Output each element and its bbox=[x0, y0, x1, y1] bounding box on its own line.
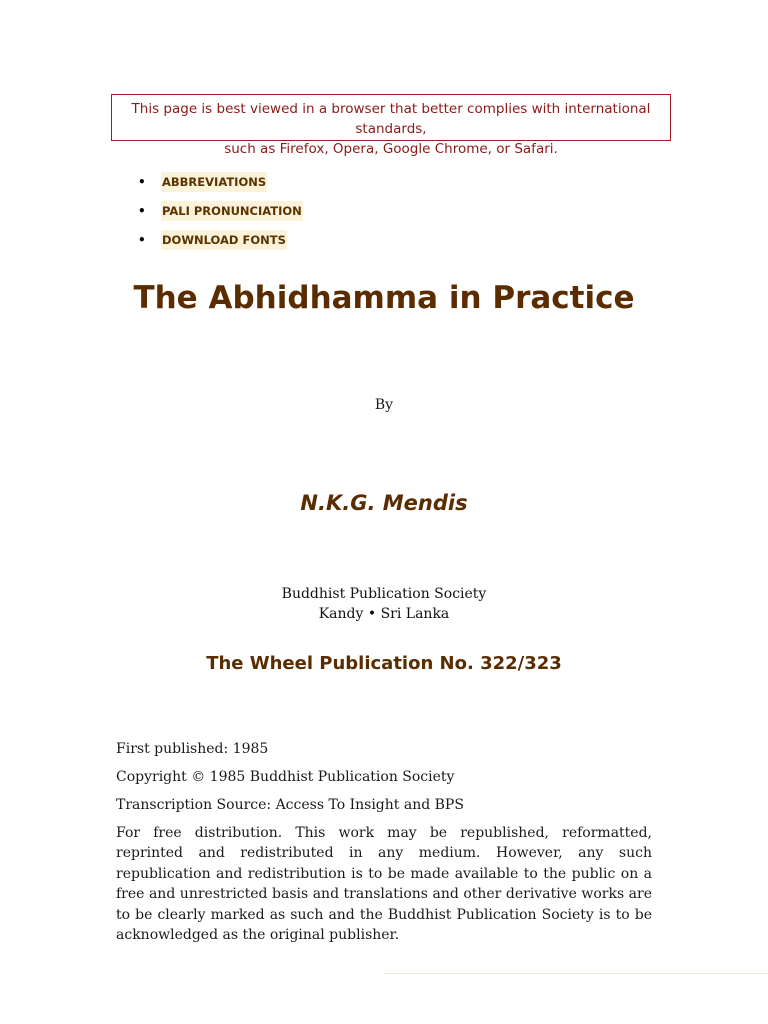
footer-divider bbox=[384, 973, 768, 974]
publisher-location: Kandy • Sri Lanka bbox=[318, 606, 450, 622]
pali-pronunciation-link[interactable]: PALI PRONUNCIATION bbox=[161, 201, 303, 221]
publisher-name: Buddhist Publication Society bbox=[281, 586, 487, 602]
series-title: The Wheel Publication No. 322/323 bbox=[206, 653, 562, 674]
transcription-source: Transcription Source: Access To Insight and BPS bbox=[116, 797, 464, 813]
browser-notice-line-2: such as Firefox, Opera, Google Chrome, or Safari. bbox=[224, 141, 558, 157]
abbreviations-link[interactable]: ABBREVIATIONS bbox=[161, 172, 267, 192]
publication-info bbox=[116, 739, 652, 953]
download-fonts-link[interactable]: DOWNLOAD FONTS bbox=[161, 230, 287, 250]
publisher-block bbox=[0, 584, 768, 624]
author-name: N.K.G. Mendis bbox=[300, 491, 468, 515]
browser-notice bbox=[111, 94, 671, 157]
bullet-icon: • bbox=[138, 233, 146, 247]
page-title: The Abhidhamma in Practice bbox=[133, 280, 635, 316]
copyright-notice: Copyright © 1985 Buddhist Publication Society bbox=[116, 769, 455, 785]
bullet-icon: • bbox=[138, 175, 146, 189]
browser-notice-line-1: This page is best viewed in a browser that better complies with international standards, bbox=[131, 101, 651, 137]
license-text: For free distribution. This work may be republished, reformatted, reprinted and redistributed in any medium. However, any such republication and redistribution is to be made available to the public on a free and unrestricted basis and translations and other derivative works are to be clearly marked as such and the Buddhist Publication Society is to be acknowledged as the original publisher. bbox=[116, 825, 652, 944]
first-published: First published: 1985 bbox=[116, 741, 269, 757]
by-line: By bbox=[374, 397, 394, 413]
bullet-icon: • bbox=[138, 204, 146, 218]
